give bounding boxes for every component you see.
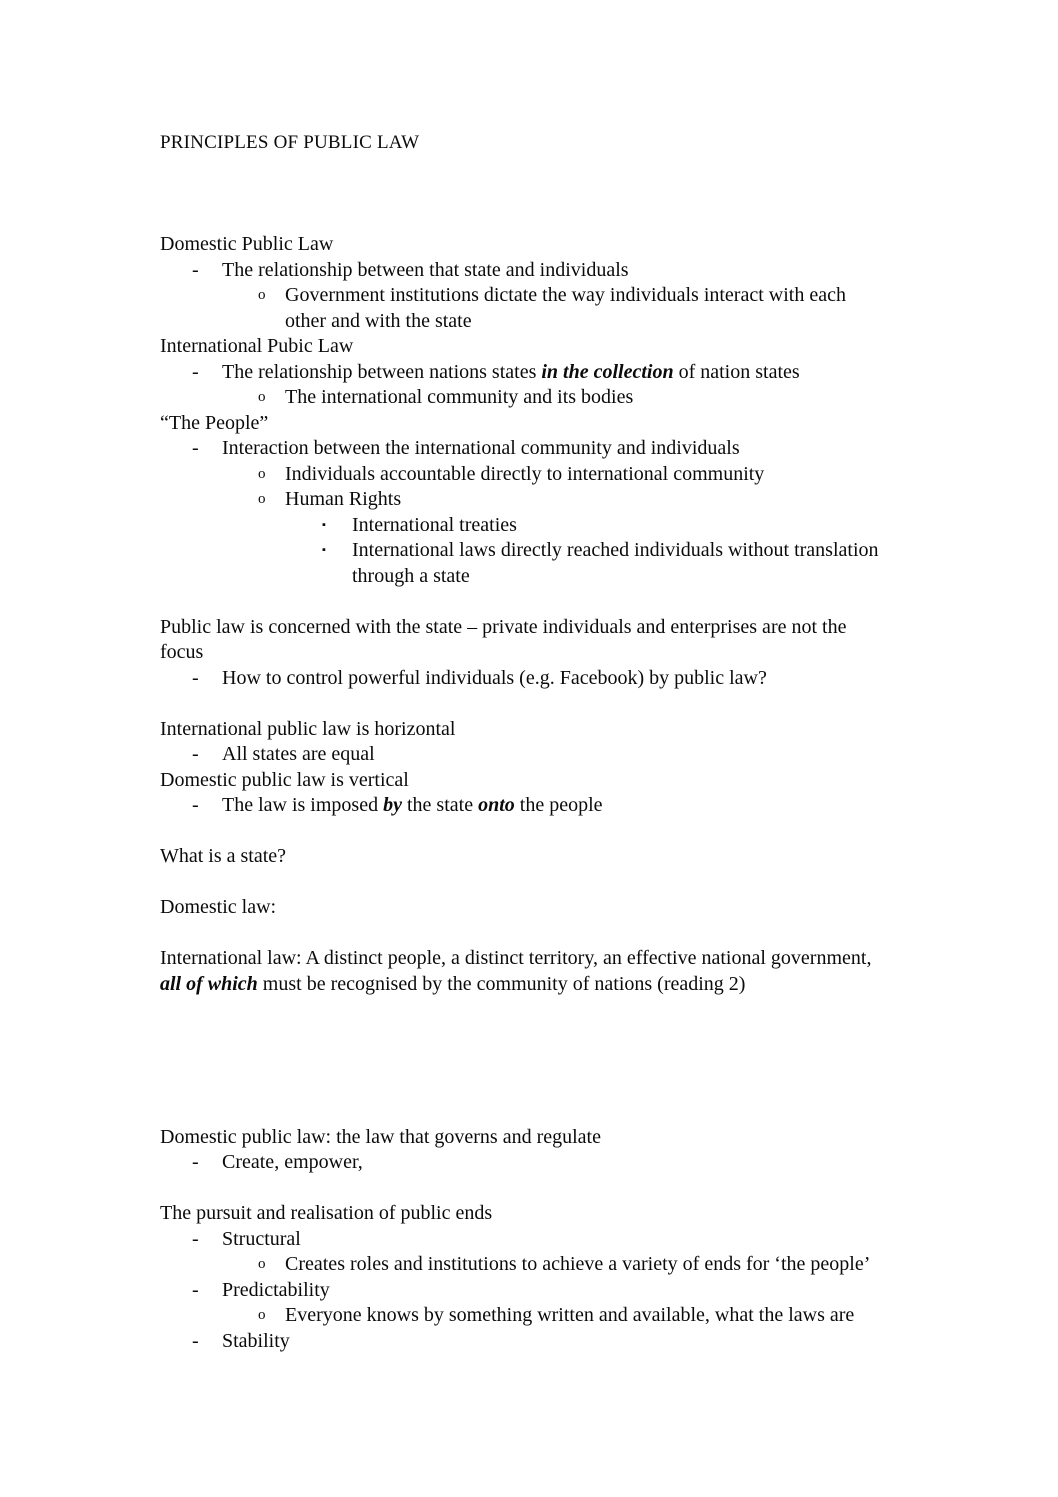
list-item-label: Create, empower, bbox=[222, 1151, 363, 1173]
list-item bbox=[160, 538, 886, 589]
list-item bbox=[160, 283, 886, 334]
list-item bbox=[160, 436, 886, 462]
list-item-label: Creates roles and institutions to achieve a variety of ends for ‘the people’ bbox=[285, 1253, 871, 1275]
text-run: The law is imposed bbox=[222, 794, 384, 816]
list-item bbox=[160, 1227, 886, 1253]
square-bullet-icon: ▪ bbox=[322, 518, 326, 531]
list-item bbox=[160, 1150, 886, 1176]
circle-bullet-icon: o bbox=[258, 491, 266, 507]
text-run: of nation states bbox=[673, 360, 800, 383]
list-item-label: The international community and its bodies bbox=[285, 386, 634, 408]
page-title: PRINCIPLES OF PUBLIC LAW bbox=[160, 132, 420, 153]
list-item bbox=[160, 462, 886, 488]
circle-bullet-icon: o bbox=[258, 287, 266, 303]
list-item bbox=[160, 513, 886, 539]
emphasis-run: all of which bbox=[160, 972, 258, 995]
list-item-label: Everyone knows by something written and available, what the laws are bbox=[285, 1304, 855, 1326]
list-item-label: How to control powerful individuals (e.g. Facebook) by public law? bbox=[222, 666, 767, 689]
list-item bbox=[160, 793, 886, 819]
list-item-label: All states are equal bbox=[222, 743, 375, 765]
heading-international-horizontal: International public law is horizontal bbox=[160, 717, 456, 740]
list-item bbox=[160, 742, 886, 768]
dash-bullet-icon: - bbox=[192, 1227, 199, 1250]
spacer bbox=[160, 997, 886, 1125]
emphasis-run: onto bbox=[478, 794, 515, 816]
heading-domestic-vertical: Domestic public law is vertical bbox=[160, 768, 409, 791]
list-item-label bbox=[222, 360, 886, 386]
text-run: The relationship between nations states bbox=[222, 360, 542, 383]
list-item-label: Interaction between the international community and individuals bbox=[222, 437, 740, 459]
list-item-label: Government institutions dictate the way individuals interact with each other and with the state bbox=[285, 284, 851, 332]
text-run: the people bbox=[514, 794, 603, 816]
dash-bullet-icon: - bbox=[192, 666, 199, 689]
text-run: must be recognised by the community of nations (reading 2) bbox=[257, 972, 746, 995]
list-item bbox=[160, 258, 886, 284]
list-item bbox=[160, 360, 886, 386]
dash-bullet-icon: - bbox=[192, 794, 199, 816]
label-domestic-law: Domestic law: bbox=[160, 896, 277, 918]
heading-domestic-public-law: Domestic Public Law bbox=[160, 233, 334, 255]
list-item-label: The relationship between that state and individuals bbox=[222, 258, 629, 281]
dash-bullet-icon: - bbox=[192, 1151, 199, 1173]
spacer bbox=[160, 870, 886, 896]
dash-bullet-icon: - bbox=[192, 743, 199, 765]
list-item bbox=[160, 666, 886, 692]
dash-bullet-icon: - bbox=[192, 1329, 199, 1352]
dash-bullet-icon: - bbox=[192, 1278, 199, 1301]
list-item-label: International laws directly reached individuals without translation through a state bbox=[352, 539, 884, 587]
dash-bullet-icon: - bbox=[192, 258, 199, 281]
circle-bullet-icon: o bbox=[258, 465, 266, 482]
emphasis-run: in the collection bbox=[541, 360, 674, 383]
circle-bullet-icon: o bbox=[258, 1307, 266, 1323]
dash-bullet-icon: - bbox=[192, 437, 199, 459]
heading-the-people: “The People” bbox=[160, 411, 269, 434]
paragraph-international-law-definition bbox=[160, 946, 886, 997]
spacer bbox=[160, 589, 886, 615]
dash-bullet-icon: - bbox=[192, 360, 199, 383]
list-item bbox=[160, 1303, 886, 1329]
heading-international-pubic-law: International Pubic Law bbox=[160, 335, 354, 357]
list-item-label: Predictability bbox=[222, 1278, 330, 1301]
spacer bbox=[160, 156, 886, 233]
spacer bbox=[160, 921, 886, 947]
list-item bbox=[160, 487, 886, 513]
list-item-label: Stability bbox=[222, 1329, 290, 1352]
text-run: International law: A distinct people, a distinct territory, an effective national government, bbox=[160, 947, 877, 969]
document-body bbox=[160, 130, 886, 1354]
list-item-label: Individuals accountable directly to international community bbox=[285, 462, 765, 485]
paragraph-public-law-focus: Public law is concerned with the state – private individuals and enterprises are not the focus bbox=[160, 615, 852, 663]
circle-bullet-icon: o bbox=[258, 389, 266, 405]
list-item bbox=[160, 1252, 886, 1278]
list-item bbox=[160, 385, 886, 411]
square-bullet-icon: ▪ bbox=[322, 544, 326, 556]
question-what-is-a-state: What is a state? bbox=[160, 845, 287, 867]
spacer bbox=[160, 691, 886, 717]
spacer bbox=[160, 819, 886, 845]
heading-public-ends: The pursuit and realisation of public ends bbox=[160, 1202, 493, 1224]
spacer bbox=[160, 1176, 886, 1202]
heading-domestic-public-law-governs: Domestic public law: the law that governs and regulate bbox=[160, 1125, 601, 1148]
emphasis-run: by bbox=[383, 794, 402, 816]
list-item-label: Structural bbox=[222, 1227, 301, 1250]
list-item bbox=[160, 1278, 886, 1304]
list-item-label: International treaties bbox=[352, 513, 517, 536]
list-item-label bbox=[222, 793, 886, 819]
text-run: the state bbox=[401, 794, 479, 816]
list-item-label: Human Rights bbox=[285, 488, 402, 510]
list-item bbox=[160, 1329, 886, 1355]
circle-bullet-icon: o bbox=[258, 1256, 266, 1272]
